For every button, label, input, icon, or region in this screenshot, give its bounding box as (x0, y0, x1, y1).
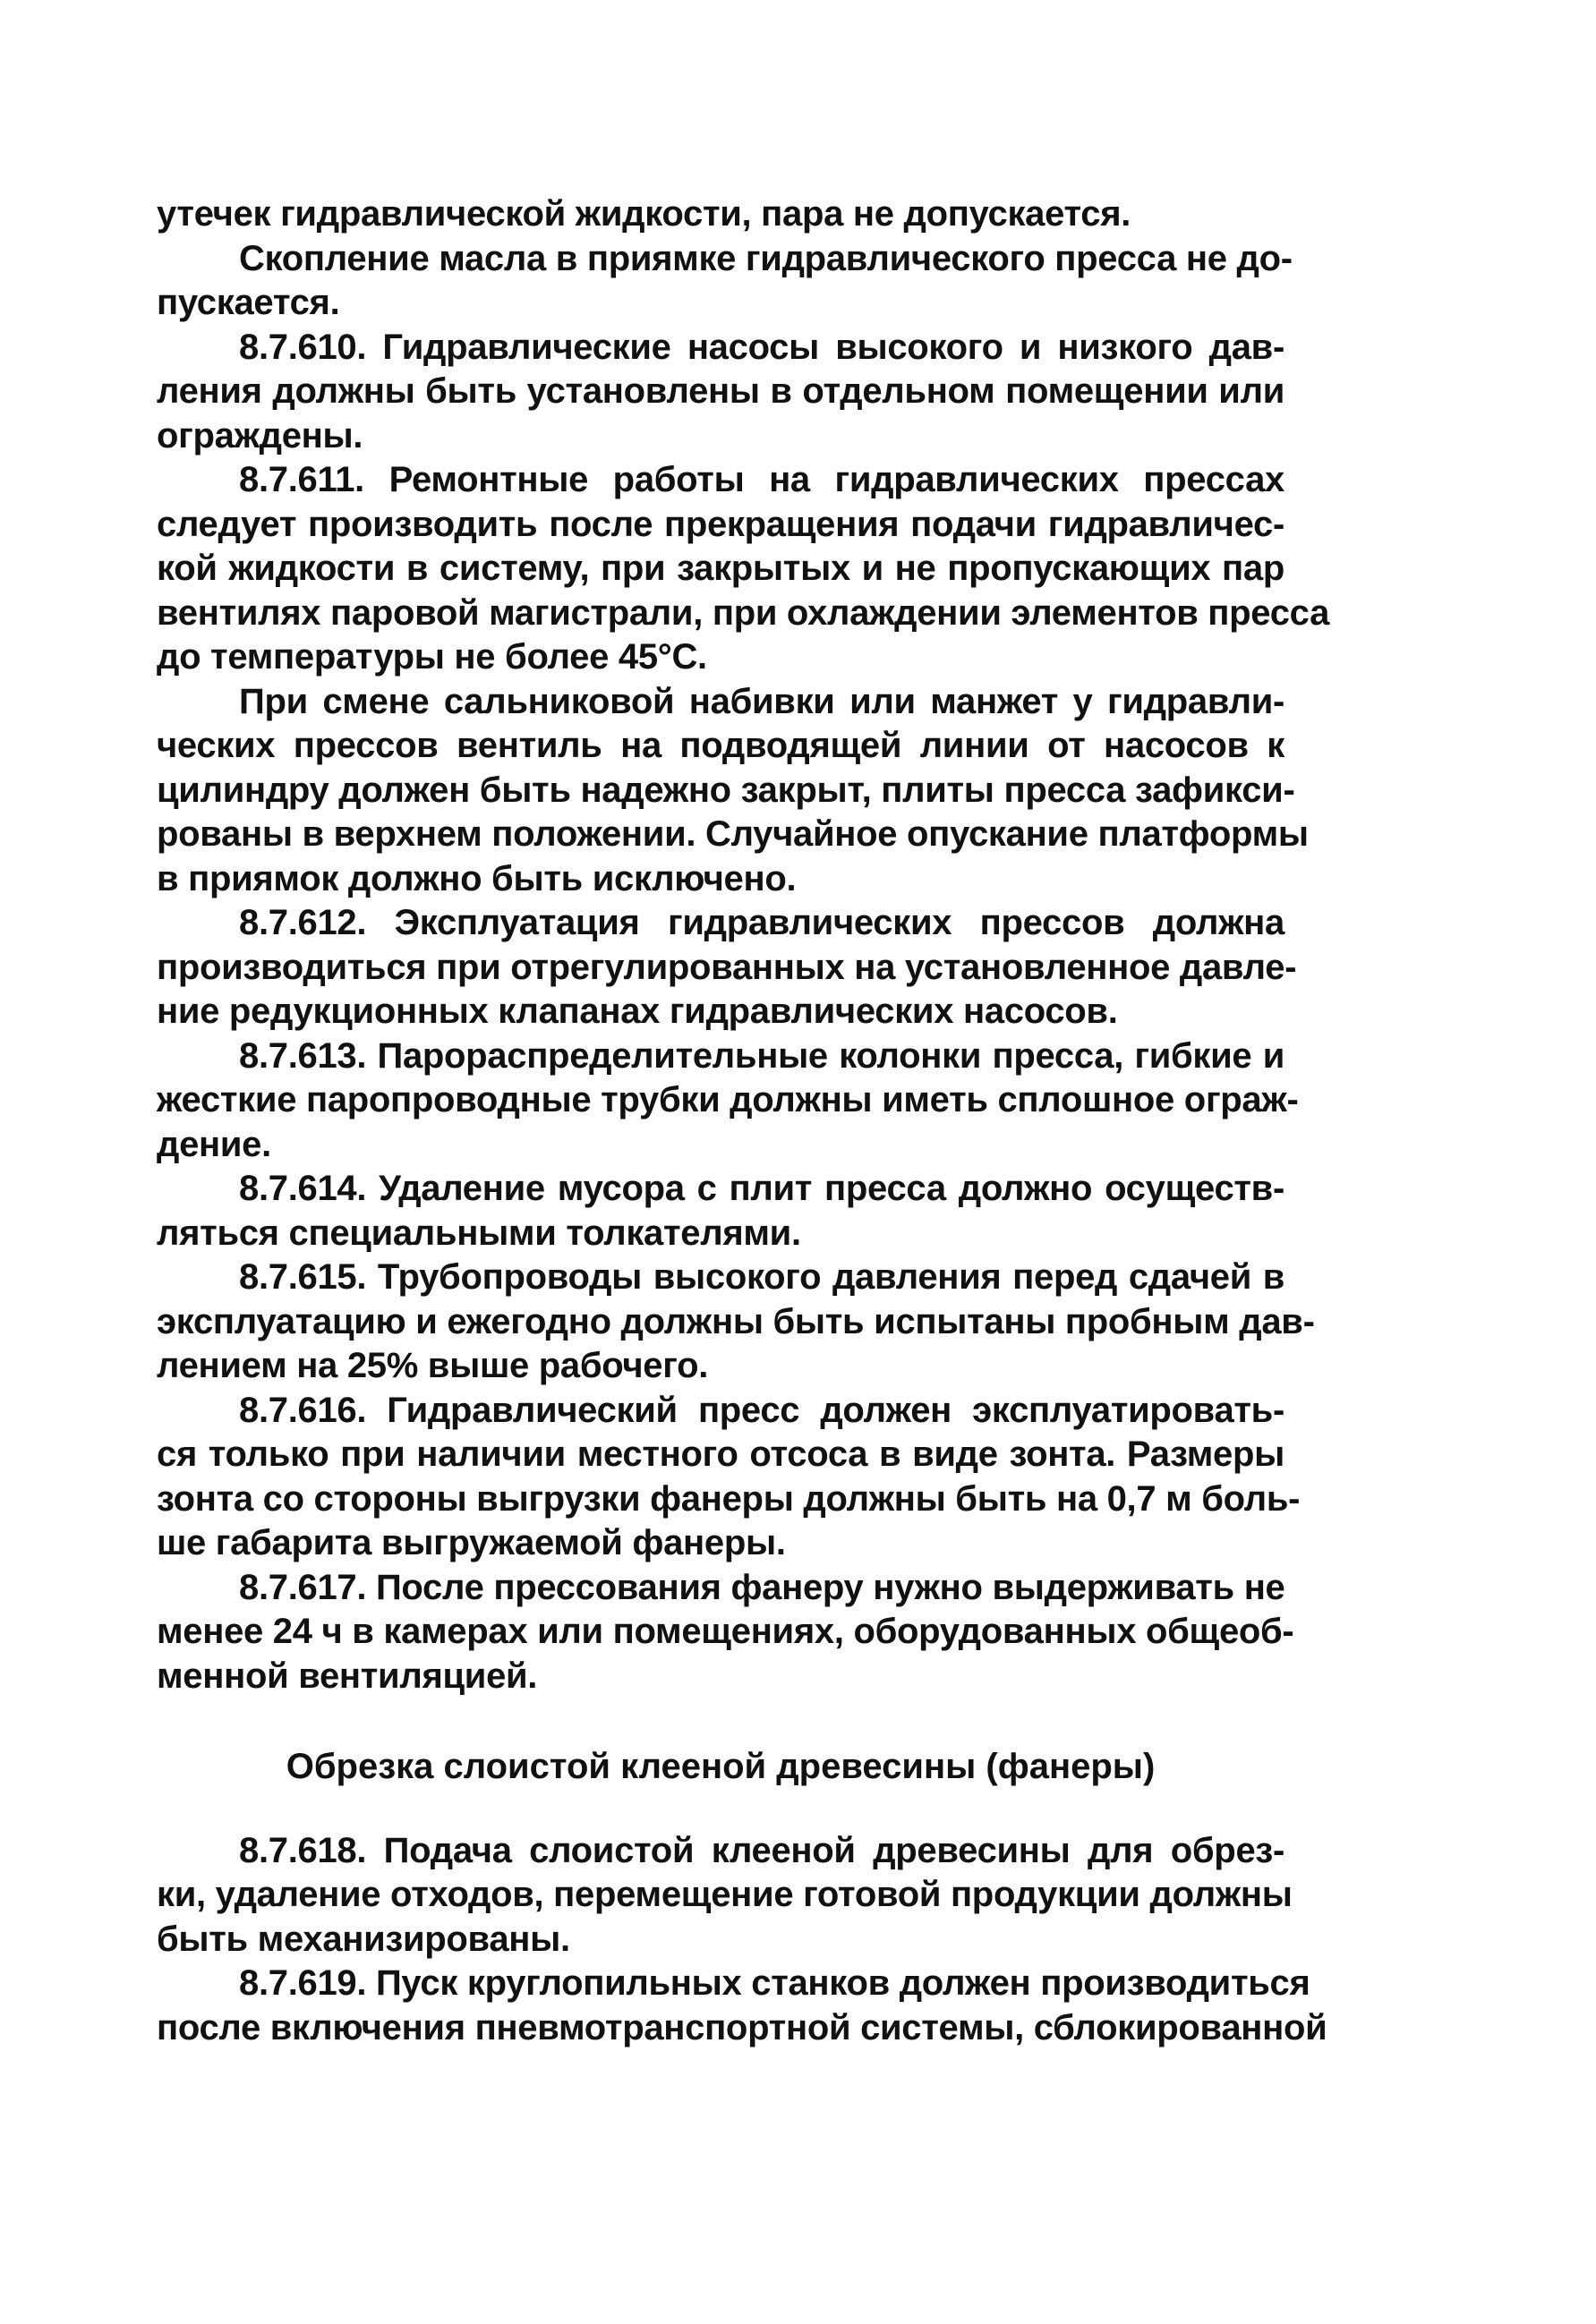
text-line: При смене сальниковой набивки или манжет у гидравли- (239, 681, 1284, 721)
text-line: 8.7.615. Трубопроводы высокого давления перед сдачей в (239, 1257, 1284, 1297)
text-line: зонта со стороны выгрузки фанеры должны быть на 0,7 м боль- (157, 1478, 1301, 1519)
text-line: ние редукционных клапанах гидравлических насосов. (157, 992, 1118, 1031)
text-line: ляться специальными толкателями. (157, 1213, 801, 1253)
text-line: 8.7.619. Пуск круглопильных станков должен производиться (239, 1963, 1310, 2003)
text-line: жесткие паропроводные трубки должны иметь сплошное ограж- (157, 1080, 1299, 1119)
text-line: в приямок должно быть исключено. (157, 858, 797, 898)
text-line: дение. (157, 1124, 271, 1164)
text-line: быть механизированы. (157, 1919, 570, 1959)
text-line: 8.7.617. После прессования фанеру нужно выдерживать не (239, 1567, 1285, 1607)
text-line: ограждены. (157, 415, 363, 455)
text-line: Скопление масла в приямке гидравлического пресса не до- (239, 238, 1293, 278)
text-line: следует производить после прекращения подачи гидравличес- (157, 504, 1284, 544)
text-line: 8.7.618. Подача слоистой клееной древесины для обрез- (239, 1830, 1284, 1870)
text-line: 8.7.612. Эксплуатация гидравлических прессов должна (239, 903, 1284, 942)
text-line: ческих прессов вентиль на подводящей линии от насосов к (157, 726, 1284, 765)
document-page (157, 192, 1330, 2050)
text-line: 8.7.613. Парораспределительные колонки пресса, гибкие и (239, 1035, 1284, 1076)
text-line: ше габарита выгружаемой фанеры. (157, 1523, 786, 1562)
text-line: утечек гидравлической жидкости, пара не допускается. (157, 194, 1131, 234)
text-line: цилиндру должен быть надежно закрыт, плиты пресса зафикси- (157, 770, 1295, 810)
text-line: пускается. (157, 283, 340, 322)
text-line: до температуры не более 45°С. (157, 637, 707, 677)
text-line: ки, удаление отходов, перемещение готовой продукции должны (157, 1875, 1293, 1914)
text-line: вентилях паровой магистрали, при охлаждении элементов пресса (157, 592, 1330, 633)
text-line: 8.7.611. Ремонтные работы на гидравлических прессах (239, 460, 1284, 499)
text-line: производиться при отрегулированных на установленное давле- (157, 947, 1297, 987)
text-line: эксплуатацию и ежегодно должны быть испытаны пробным дав- (157, 1301, 1315, 1341)
text-line: менее 24 ч в камерах или помещениях, оборудованных общеоб- (157, 1612, 1294, 1651)
text-line: ления должны быть установлены в отдельном помещении или (157, 371, 1284, 411)
text-line: 8.7.610. Гидравлические насосы высокого и низкого дав- (239, 327, 1284, 367)
text-line: кой жидкости в систему, при закрытых и не пропускающих пар (157, 549, 1284, 588)
text-line: 8.7.614. Удаление мусора с плит пресса должно осуществ- (239, 1169, 1284, 1208)
text-line: 8.7.616. Гидравлический пресс должен эксплуатировать- (239, 1390, 1284, 1430)
text-line: после включения пневмотранспортной системы, сблокированной (157, 2007, 1327, 2047)
text-line: ся только при наличии местного отсоса в виде зонта. Размеры (157, 1434, 1284, 1474)
text-line: лением на 25% выше рабочего. (157, 1346, 709, 1385)
text-line: рованы в верхнем положении. Случайное опускание платформы (157, 814, 1309, 854)
section-title: Обрезка слоистой клееной древесины (фанеры) (286, 1747, 1156, 1786)
text-line: менной вентиляцией. (157, 1656, 538, 1696)
